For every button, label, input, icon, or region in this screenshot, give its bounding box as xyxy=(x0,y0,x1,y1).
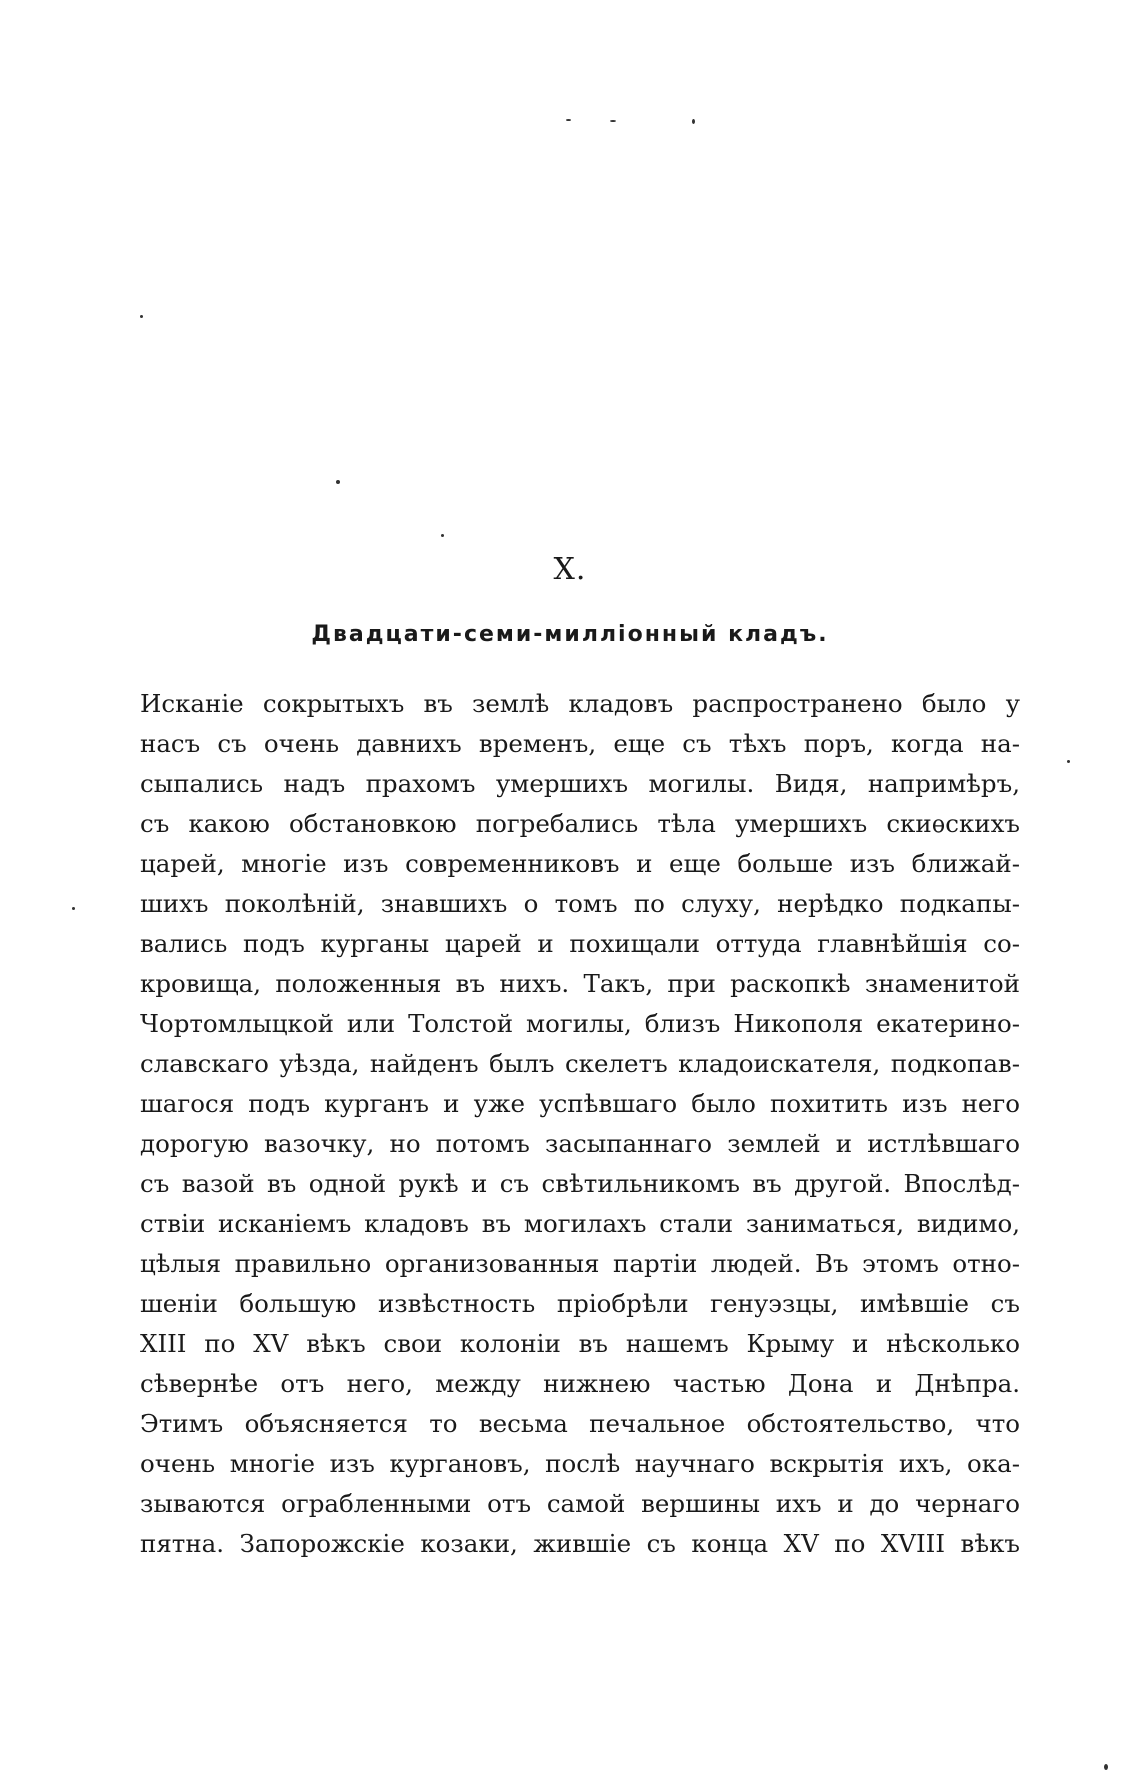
text-line: зываются ограбленными отъ самой вершины ихъ и до чернаго xyxy=(140,1489,1020,1518)
text-line: XIII по XV вѣкъ свои колоніи въ нашемъ Крыму и нѣсколько xyxy=(140,1329,1020,1358)
text-line: кровища, положенныя въ нихъ. Такъ, при раскопкѣ знаменитой xyxy=(140,969,1020,998)
text-line: насъ съ очень давнихъ временъ, еще съ тѣхъ поръ, когда на- xyxy=(140,729,1020,758)
text-line: славскаго уѣзда, найденъ былъ скелетъ кладоискателя, подкопав- xyxy=(140,1049,1020,1078)
text-line: шагося подъ курганъ и уже успѣвшаго было похитить изъ него xyxy=(140,1089,1020,1118)
ink-speck xyxy=(1067,760,1070,763)
chapter-title: Двадцати-семи-милліонный кладъ. xyxy=(311,622,829,647)
text-line: сѣвернѣе отъ него, между нижнею частью Дона и Днѣпра. xyxy=(140,1369,1020,1398)
text-line: цѣлыя правильно организованныя партіи людей. Въ этомъ отно- xyxy=(140,1249,1020,1278)
text-line: царей, многіе изъ современниковъ и еще больше изъ ближай- xyxy=(140,849,1020,878)
text-line: сыпались надъ прахомъ умершихъ могилы. Видя, напримѣръ, xyxy=(140,769,1020,798)
text-line: съ вазой въ одной рукѣ и съ свѣтильникомъ въ другой. Впослѣд- xyxy=(140,1169,1020,1198)
text-line: дорогую вазочку, но потомъ засыпаннаго землей и истлѣвшаго xyxy=(140,1129,1020,1158)
ink-speck xyxy=(692,119,695,124)
text-line: очень многіе изъ кургановъ, послѣ научнаго вскрытія ихъ, ока- xyxy=(140,1449,1020,1478)
ink-speck xyxy=(610,120,616,122)
ink-speck xyxy=(140,315,143,318)
ink-speck xyxy=(441,534,444,537)
text-line: шеніи большую извѣстность пріобрѣли генуэзцы, имѣвшіе съ xyxy=(140,1289,1020,1318)
ink-speck xyxy=(336,480,340,484)
text-line: Исканіе сокрытыхъ въ землѣ кладовъ распространено было у xyxy=(140,689,1020,718)
ink-speck xyxy=(566,119,571,121)
chapter-number: X. xyxy=(553,552,587,587)
ink-speck xyxy=(72,907,75,910)
text-line: пятна. Запорожскіе козаки, жившіе съ конца XV по XVIII вѣкъ xyxy=(140,1529,1020,1558)
text-line: ствіи исканіемъ кладовъ въ могилахъ стали заниматься, видимо, xyxy=(140,1209,1020,1238)
text-line: вались подъ курганы царей и похищали оттуда главнѣйшія со- xyxy=(140,929,1020,958)
text-line: Чортомлыцкой или Толстой могилы, близъ Никополя екатерино- xyxy=(140,1009,1020,1038)
text-line: шихъ поколѣній, знавшихъ о томъ по слуху, нерѣдко подкапы- xyxy=(140,889,1020,918)
text-line: Этимъ объясняется то весьма печальное обстоятельство, что xyxy=(140,1409,1020,1438)
ink-speck xyxy=(1104,1764,1108,1770)
body-text xyxy=(140,684,1020,1564)
text-line: съ какою обстановкою погребались тѣла умершихъ скиѳскихъ xyxy=(140,809,1020,838)
